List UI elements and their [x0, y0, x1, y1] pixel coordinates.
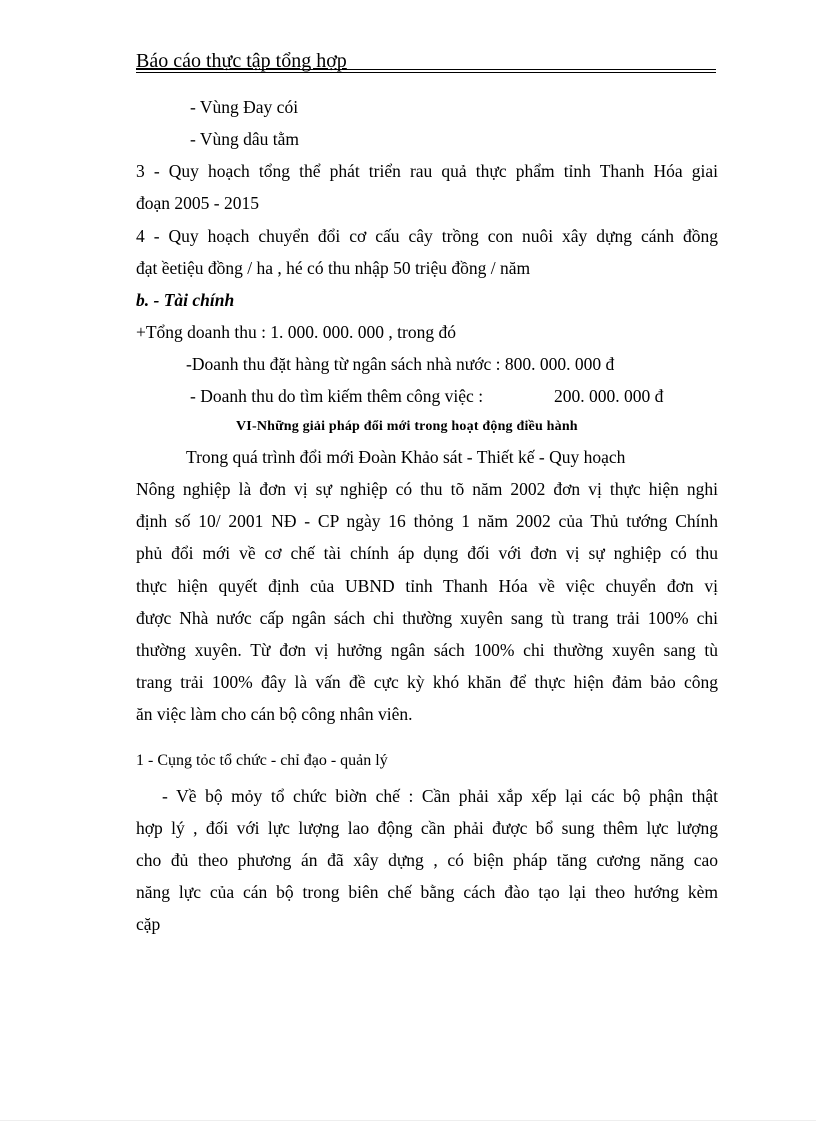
- section1-para-line: cho đủ theo phương án đã xây dựng , có biện pháp tăng cương năng cao: [136, 850, 718, 870]
- finance-revenue-extra-value: 200. 000. 000 đ: [554, 386, 664, 406]
- section6-para-line: định số 10/ 2001 NĐ - CP ngày 16 thỏng 1 năm 2002 của Thủ tướng Chính: [136, 511, 718, 531]
- section6-heading: VI-Những giải pháp đổi mới trong hoạt động điều hành: [236, 419, 578, 434]
- section1-para-line: cặp: [136, 914, 161, 934]
- plan4-line1: 4 - Quy hoạch chuyển đổi cơ cấu cây trồng con nuôi xây dựng cánh đồng: [136, 226, 718, 246]
- finance-total: +Tổng doanh thu : 1. 000. 000. 000 , trong đó: [136, 322, 456, 342]
- section6-para-line: trang trải 100% đây là vấn đề cực kỳ khó khăn để thực hiện đảm bảo công: [136, 672, 718, 692]
- section6-para-line: được Nhà nước cấp ngân sách chi thường xuyên sang tù trang trải 100% chi: [136, 608, 718, 628]
- finance-heading: b. - Tài chính: [136, 290, 235, 310]
- section1-heading: 1 - Cụng tỏc tổ chức - chỉ đạo - quản lý: [136, 752, 388, 769]
- list-item-dau-tam: - Vùng dâu tằm: [190, 129, 300, 149]
- section6-para-line: Nông nghiệp là đơn vị sự nghiệp có thu tõ năm 2002 đơn vị thực hiện nghi: [136, 479, 718, 499]
- section6-para-line: thực hiện quyết định của UBND tỉnh Thanh Hóa về việc chuyển đơn vị: [136, 576, 718, 596]
- section6-para-line: Trong quá trình đổi mới Đoàn Khảo sát - Thiết kế - Quy hoạch: [186, 447, 626, 467]
- header-rule-bottom: [136, 72, 716, 73]
- section1-para-line: năng lực của cán bộ trong biên chế bằng cách đào tạo lại theo hướng kèm: [136, 882, 718, 902]
- section1-para-line: - Về bộ mỏy tổ chức biờn chế : Cần phải xắp xếp lại các bộ phận thật: [162, 786, 718, 806]
- section6-para-line: ăn việc làm cho cán bộ công nhân viên.: [136, 704, 413, 724]
- finance-revenue-budget: -Doanh thu đặt hàng từ ngân sách nhà nước : 800. 000. 000 đ: [186, 354, 615, 374]
- plan4-line2: đạt ềetiệu đồng / ha , hé có thu nhập 50 triệu đồng / năm: [136, 258, 531, 278]
- running-header-title: Báo cáo thực tập tổng hợp: [136, 50, 347, 72]
- section1-para-line: hợp lý , đối với lực lượng lao động cần phải được bổ sung thêm lực lượng: [136, 818, 718, 838]
- plan3-line2: đoạn 2005 - 2015: [136, 193, 259, 213]
- list-item-day-coi: - Vùng Đay cói: [190, 97, 299, 117]
- page-bottom-edge: [0, 1120, 816, 1121]
- header-rule-top: [136, 69, 716, 70]
- plan3-line1: 3 - Quy hoạch tổng thể phát triển rau quả thực phẩm tỉnh Thanh Hóa giai: [136, 161, 718, 181]
- section6-para-line: phủ đổi mới về cơ chế tài chính áp dụng đối với đơn vị sự nghiệp có thu: [136, 543, 718, 563]
- section6-para-line: thường xuyên. Từ đơn vị hưởng ngân sách 100% chi thường xuyên sang tù: [136, 640, 718, 660]
- finance-revenue-extra-label: - Doanh thu do tìm kiếm thêm công việc :: [190, 386, 484, 406]
